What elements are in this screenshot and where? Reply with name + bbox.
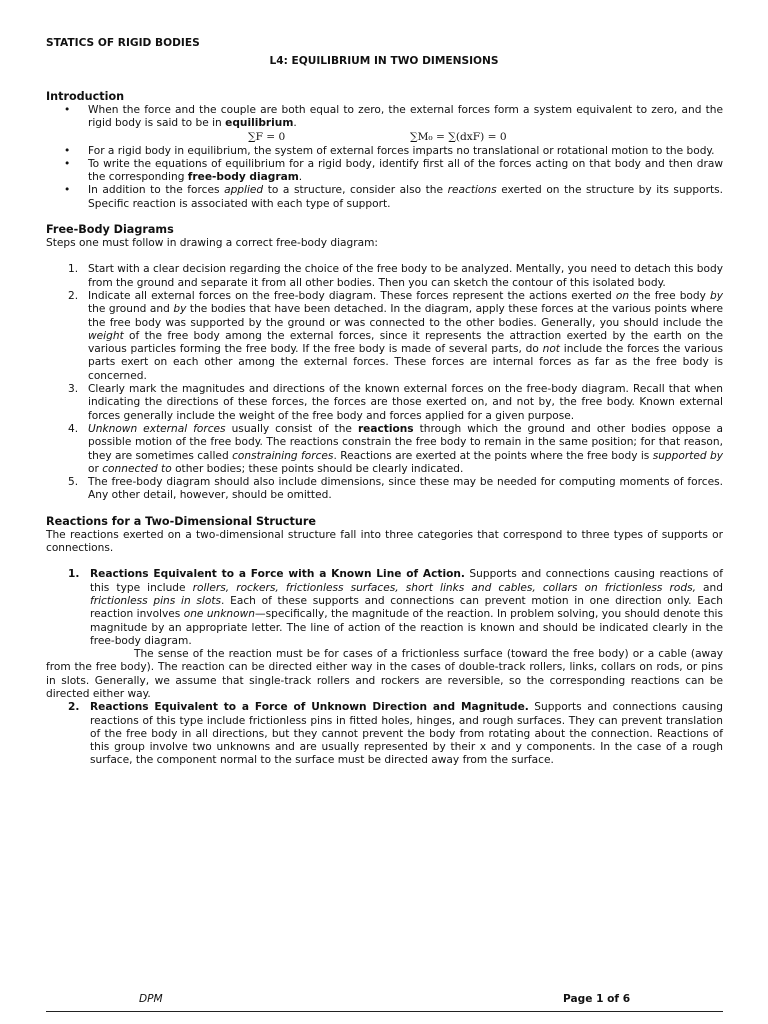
course-title: STATICS OF RIGID BODIES — [46, 37, 200, 49]
fbd-step-5: 5. The free-body diagram should also include dimensions, since these may be needed for computing moments of forces. Any other detail, however, should be omitted. — [68, 476, 723, 502]
reaction-type-2: 2. Reactions Equivalent to a Force of Unknown Direction and Magnitude. Supports and connections causing reactions of this type include frictionless pins in fitted holes, hinges, and rough surfaces. They can prevent translation of the free body in all directions, but they cannot prevent the body from rotating about the connection. Reactions of this group involve two unknowns and are usually represented by their x and y components. In the case of a rough surface, the component normal to the surface must be directed away from the surface. — [68, 701, 723, 767]
force-equation: ∑F = 0 — [248, 130, 286, 143]
footer-rule — [46, 1011, 723, 1012]
reaction-type-1: 1. Reactions Equivalent to a Force with a Known Line of Action. Supports and connections causing reactions of this type include rollers, rockers, frictionless surfaces, short links and cables, collars on frictionless rods, and frictionless pins in slots. Each of these supports and connections can prevent motion in one direction only. Each reaction involves one unknown—specifically, the magnitude of the reaction. In problem solving, you should denote this magnitude by an appropriate letter. The line of action of the reaction is known and should be indicated clearly in the free-body diagram. The sense of the reaction must be for cases of a frictionless surface (toward the free body) or a cable (away from the free body). The reaction can be directed either way in the cases of double-track rollers, links, collars on rods, or pins in slots. Generally, we assume that single-track rollers and rockers are reversible, so the corresponding reactions can be directed either way. — [46, 568, 723, 700]
free-body-diagrams-heading: Free-Body Diagrams — [46, 223, 174, 237]
introduction-list — [46, 104, 723, 131]
lesson-title: L4: EQUILIBRIUM IN TWO DIMENSIONS — [269, 55, 499, 67]
reactions-list — [46, 568, 723, 767]
reactions-heading: Reactions for a Two-Dimensional Structure — [46, 514, 316, 528]
page-content — [46, 90, 723, 768]
fbd-lead: Steps one must follow in drawing a correct free-body diagram: — [46, 237, 379, 250]
intro-bullet-2: • For a rigid body in equilibrium, the system of external forces imparts no translational or rotational motion to the body. — [46, 145, 723, 158]
footer-author: DPM — [139, 993, 163, 1005]
reaction-type-1-paragraph-2: The sense of the reaction must be for cases of a frictionless surface (toward the free body) or a cable (away from the free body). The reaction can be directed either way in the cases of double-track rollers, links, collars on rods, or pins in slots. Generally, we assume that single-track rollers and rockers are reversible, so the corresponding reactions can be directed either way. — [46, 648, 723, 700]
intro-bullet-4: • In addition to the forces applied to a structure, consider also the reactions exerted on the structure by its supports. Specific reaction is associated with each type of support. — [46, 184, 723, 211]
fbd-step-2: 2. Indicate all external forces on the free-body diagram. These forces represent the actions exerted on the free body by the ground and by the bodies that have been detached. In the diagram, apply these forces at the various points where the free body was supported by the ground or was connected to the other bodies. Generally, you should include the weight of the free body among the external forces, since it represents the attraction exerted by the earth on the various particles forming the free body. If the free body is made of several parts, do not include the forces the various parts exert on each other among the external forces. These forces are internal forces as far as the free body is concerned. — [68, 289, 723, 382]
intro-bullet-1: • When the force and the couple are both equal to zero, the external forces form a system equivalent to zero, and the rigid body is said to be in equilibrium. — [46, 104, 723, 131]
introduction-heading: Introduction — [46, 90, 125, 103]
moment-equation: ∑M₀ = ∑(dxF) = 0 — [410, 130, 507, 143]
equilibrium-equations — [46, 131, 723, 145]
fbd-steps-list — [46, 263, 723, 502]
intro-bullet-3: • To write the equations of equilibrium for a rigid body, identify first all of the forces acting on that body and then draw the corresponding free-body diagram. — [46, 158, 723, 185]
fbd-step-3: 3. Clearly mark the magnitudes and directions of the known external forces on the free-body diagram. Recall that when indicating the directions of these forces, the forces are those exerted on, and not by, the free body. Known external forces generally include the weight of the free body and forces applied for a given purpose. — [68, 383, 723, 422]
introduction-list-continued — [46, 145, 723, 211]
fbd-step-4: 4. Unknown external forces usually consist of the reactions through which the ground and other bodies oppose a possible motion of the free body. The reactions constrain the free body to remain in the same position; for that reason, they are sometimes called constraining forces. Reactions are exerted at the points where the free body is supported by or connected to other bodies; these points should be clearly indicated. — [68, 422, 723, 475]
page-number: Page 1 of 6 — [563, 993, 631, 1005]
fbd-step-1: 1. Start with a clear decision regarding the choice of the free body to be analyzed. Mentally, you need to detach this body from the ground and separate it from all other bodies. Then you can sketch the contour of this isolated body. — [68, 263, 723, 289]
reactions-lead: The reactions exerted on a two-dimensional structure fall into three categories that correspond to three types of supports or connections. — [46, 528, 723, 555]
